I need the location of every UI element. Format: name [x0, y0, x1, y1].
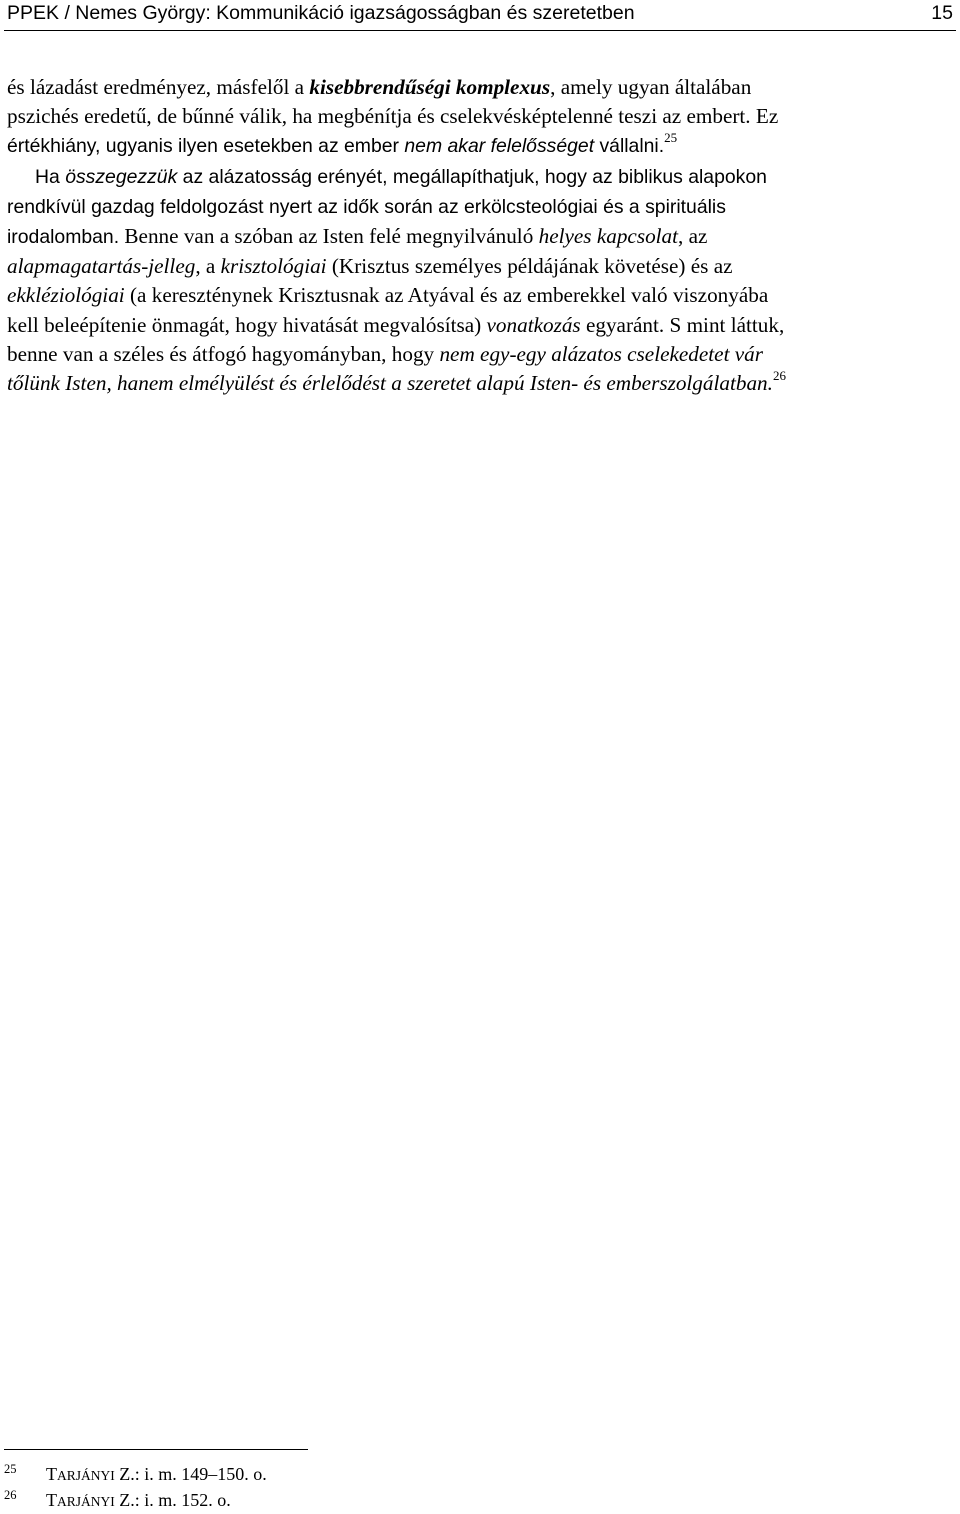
text-run: benne van a széles és átfogó hagyományban, hogy: [7, 341, 440, 366]
page-number: 15: [931, 2, 953, 24]
document-title: PPEK / Nemes György: Kommunikáció igazságosságban és szeretetben: [7, 2, 635, 24]
text-run: , az: [678, 224, 708, 249]
text-line: [7, 340, 951, 369]
text-run: az alázatosság erényét, megállapíthatjuk, hogy az biblikus alapokon: [177, 165, 767, 188]
text-run: (Krisztus személyes példájának követése) és az: [326, 254, 733, 279]
text-run: , a: [195, 254, 221, 279]
emphasis-italic: vonatkozás: [486, 312, 581, 337]
footnote-text: [46, 1488, 231, 1514]
text-run: (a kereszténynek Krisztusnak az Atyával és az emberekkel való viszonyába: [124, 283, 769, 308]
text-run: Ha: [35, 165, 66, 188]
footnotes: [4, 1462, 267, 1514]
citation-text: Z.: i. m. 149–150. o.: [114, 1464, 267, 1484]
text-run: egyaránt. S mint láttuk,: [580, 312, 785, 337]
text-run: rendkívül gazdag feldolgozást nyert az idők során az erkölcsteológiai és a spirituális: [7, 195, 726, 218]
text-run: irodalomban.: [7, 226, 120, 249]
text-line: [7, 102, 951, 131]
emphasis-italic: tőlünk Isten, hanem elmélyülést és érlelődést a szeretet alapú Isten- és emberszolgálatban.: [7, 371, 773, 396]
emphasis-italic: ekkléziológiai: [7, 283, 125, 308]
emphasis-italic: nem akar felelősséget: [404, 135, 595, 158]
header-divider: [4, 30, 956, 31]
author-name-smallcaps: ARJÁNYI: [57, 1468, 115, 1483]
footnote-ref-25[interactable]: 25: [664, 130, 678, 146]
footnote-divider: [4, 1449, 308, 1450]
footnote-number: 26: [4, 1488, 17, 1502]
emphasis-italic: összegezzük: [65, 165, 178, 188]
page-header: [7, 0, 953, 26]
emphasis-italic: nem egy-egy alázatos cselekedetet vár: [439, 341, 764, 366]
text-line: [7, 222, 951, 252]
text-run: értékhiány, ugyanis ilyen esetekben az ember: [7, 135, 405, 158]
text-run: , amely ugyan általában: [550, 75, 752, 99]
text-line: [7, 73, 951, 102]
text-line: [7, 192, 951, 222]
text-run: és lázadást eredményez, másfelől a: [7, 75, 310, 99]
author-initial: T: [46, 1490, 57, 1510]
text-line: [7, 369, 951, 398]
emphasis-italic: helyes kapcsolat: [538, 224, 679, 249]
text-line: [7, 162, 951, 192]
citation-text: Z.: i. m. 152. o.: [114, 1490, 231, 1510]
footnote-26: [4, 1488, 267, 1514]
author-name-smallcaps: ARJÁNYI: [57, 1494, 115, 1509]
text-run: kell beleépítenie önmagát, hogy hivatását megvalósítsa): [7, 312, 487, 337]
text-line: [7, 131, 951, 161]
emphasis-italic: alapmagatartás-jelleg: [7, 254, 196, 279]
text-line: [7, 252, 951, 281]
text-run: vállalni.: [594, 135, 665, 158]
footnote-number: 25: [4, 1462, 17, 1476]
main-text: [7, 73, 951, 398]
text-line: [7, 311, 951, 340]
footnote-ref-26[interactable]: 26: [772, 368, 786, 384]
text-run: pszichés eredetű, de bűnné válik, ha megbénítja és cselekvésképtelenné teszi az embert. Ez: [7, 104, 779, 129]
text-line: [7, 281, 951, 310]
emphasis-bold-italic: kisebbrendűségi komplexus: [309, 75, 551, 99]
footnote-25: [4, 1462, 267, 1488]
author-initial: T: [46, 1464, 57, 1484]
footnote-text: [46, 1462, 267, 1488]
emphasis-italic: krisztológiai: [220, 254, 327, 279]
text-run: Benne van a szóban az Isten felé megnyilvánuló: [119, 224, 539, 249]
